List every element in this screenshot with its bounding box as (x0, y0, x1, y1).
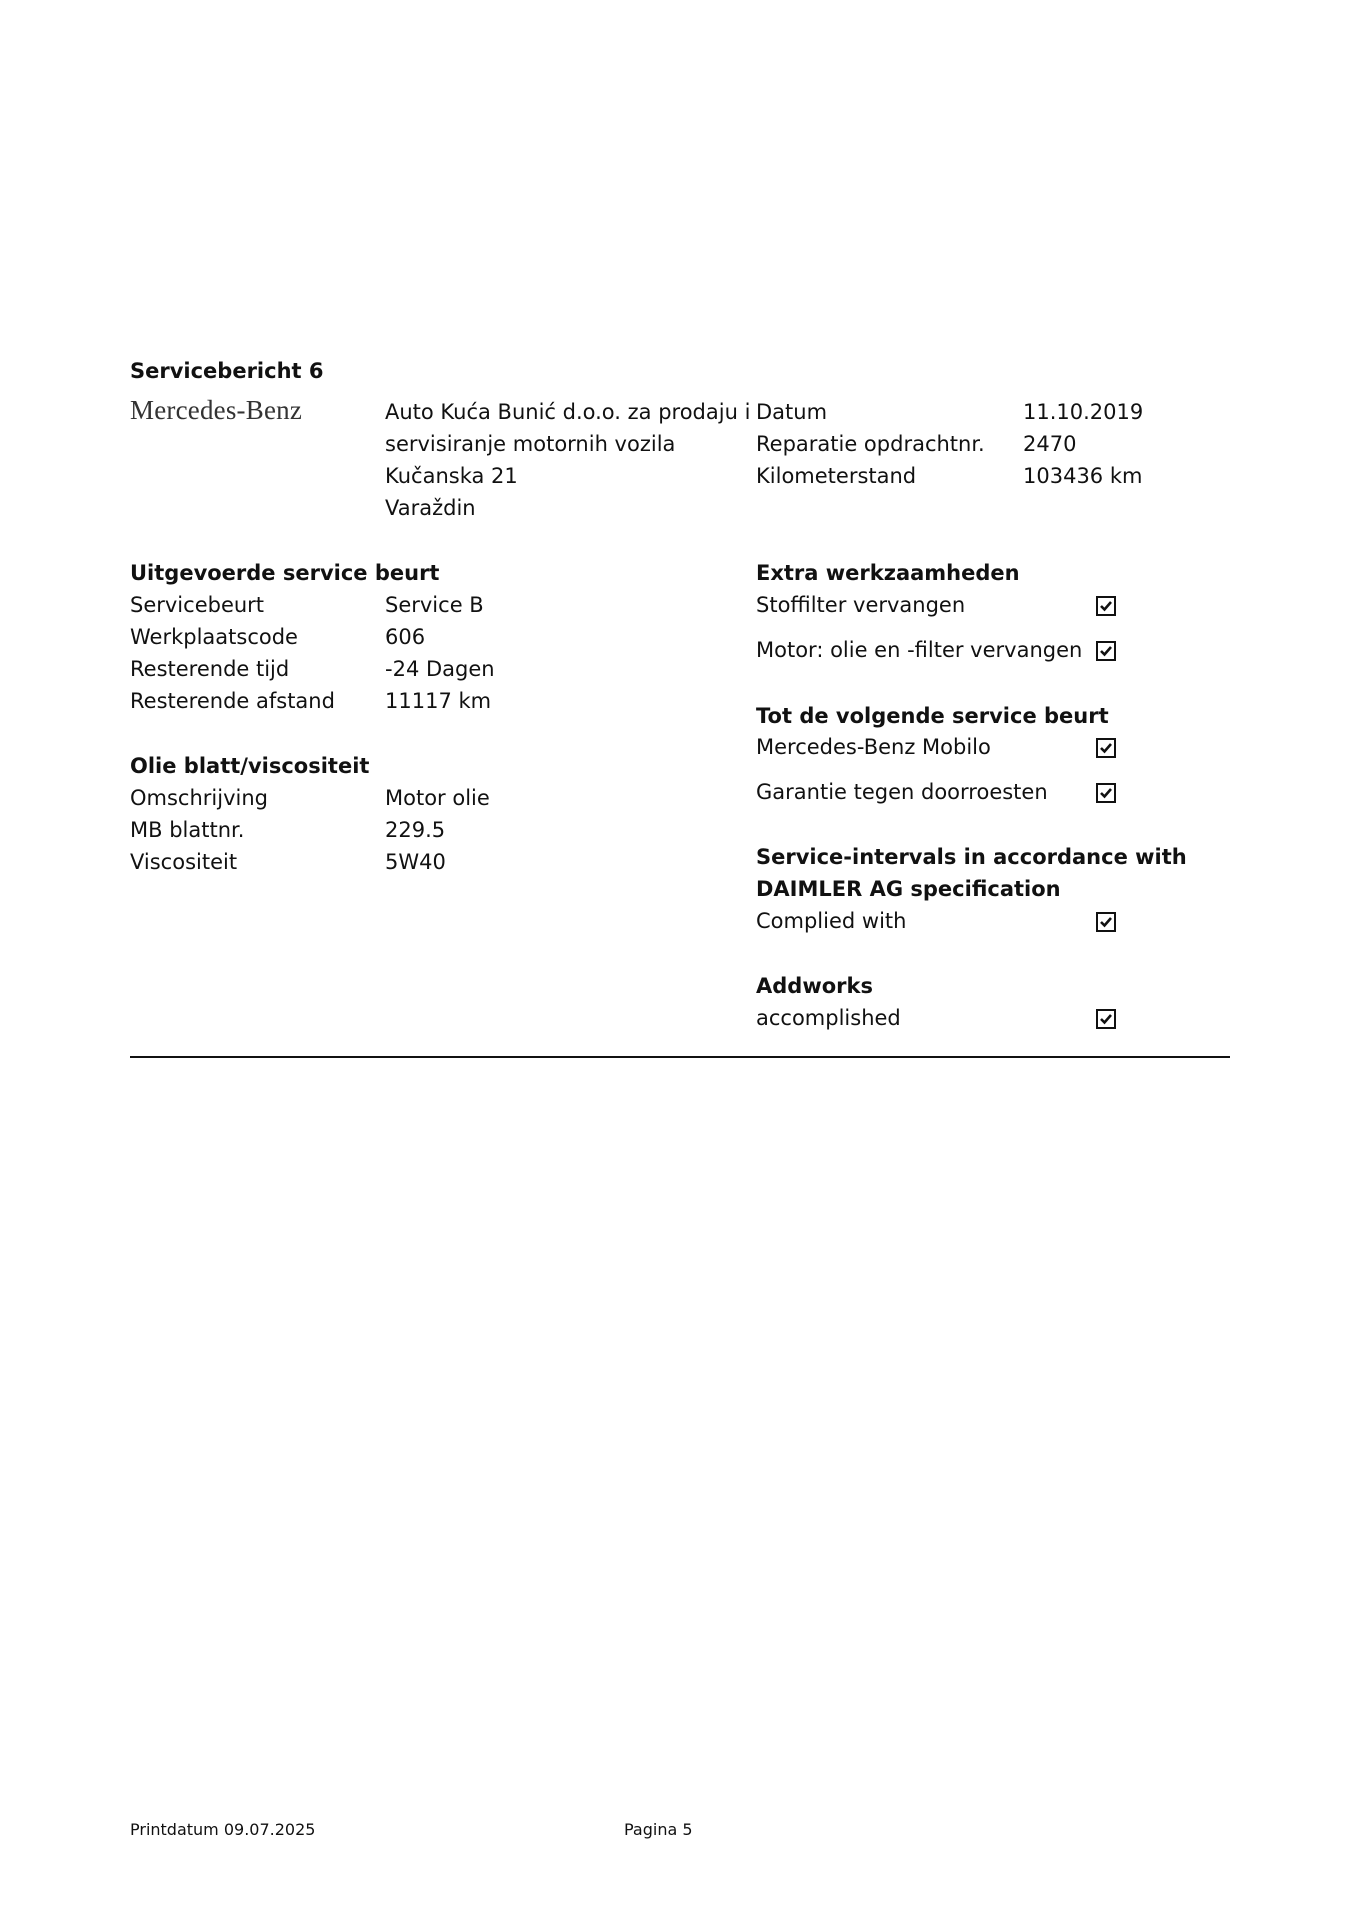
oil-heading: Olie blatt/viscositeit (130, 754, 370, 778)
service-label: Werkplaatscode (130, 625, 298, 649)
service-value: 606 (385, 625, 426, 649)
meta-label-date: Datum (756, 400, 828, 424)
footer-print-date: Printdatum 09.07.2025 (130, 1820, 316, 1839)
checkbox-checked-icon[interactable] (1096, 596, 1116, 616)
footer-page-number: Pagina 5 (624, 1820, 693, 1839)
meta-value-mileage: 103436 km (1023, 464, 1143, 488)
extra-item-label: Stoffilter vervangen (756, 593, 966, 617)
oil-value: 229.5 (385, 818, 446, 842)
service-label: Servicebeurt (130, 593, 265, 617)
meta-label-order: Reparatie opdrachtnr. (756, 432, 985, 456)
oil-value: 5W40 (385, 850, 446, 874)
next-service-item-label: Garantie tegen doorroesten (756, 780, 1048, 804)
intervals-item-label: Complied with (756, 909, 907, 933)
meta-value-order: 2470 (1023, 432, 1077, 456)
service-value: -24 Dagen (385, 657, 495, 681)
service-heading: Uitgevoerde service beurt (130, 561, 440, 585)
meta-label-mileage: Kilometerstand (756, 464, 917, 488)
checkbox-checked-icon[interactable] (1096, 783, 1116, 803)
checkbox-checked-icon[interactable] (1096, 912, 1116, 932)
oil-label: Omschrijving (130, 786, 268, 810)
extra-heading: Extra werkzaamheden (756, 561, 1020, 585)
extra-item-label: Motor: olie en -filter vervangen (756, 638, 1083, 662)
service-label: Resterende tijd (130, 657, 290, 681)
dealer-line: Varaždin (385, 496, 476, 520)
oil-label: Viscositeit (130, 850, 238, 874)
dealer-line: servisiranje motornih vozila (385, 432, 676, 456)
oil-value: Motor olie (385, 786, 490, 810)
checkbox-checked-icon[interactable] (1096, 738, 1116, 758)
service-value: 11117 km (385, 689, 492, 713)
report-title: Servicebericht 6 (130, 359, 324, 383)
addworks-item-label: accomplished (756, 1006, 901, 1030)
checkbox-checked-icon[interactable] (1096, 1009, 1116, 1029)
service-value: Service B (385, 593, 484, 617)
dealer-line: Kučanska 21 (385, 464, 518, 488)
checkbox-checked-icon[interactable] (1096, 641, 1116, 661)
next-service-heading: Tot de volgende service beurt (756, 704, 1109, 728)
intervals-heading-line2: DAIMLER AG specification (756, 877, 1061, 901)
intervals-heading: Service-intervals in accordance with (756, 845, 1187, 869)
brand-logo-text: Mercedes-Benz (130, 395, 303, 425)
service-label: Resterende afstand (130, 689, 335, 713)
section-divider (130, 1056, 1230, 1058)
addworks-heading: Addworks (756, 974, 873, 998)
dealer-line: Auto Kuća Bunić d.o.o. za prodaju i (385, 400, 751, 424)
oil-label: MB blattnr. (130, 818, 245, 842)
next-service-item-label: Mercedes-Benz Mobilo (756, 735, 991, 759)
meta-value-date: 11.10.2019 (1023, 400, 1144, 424)
